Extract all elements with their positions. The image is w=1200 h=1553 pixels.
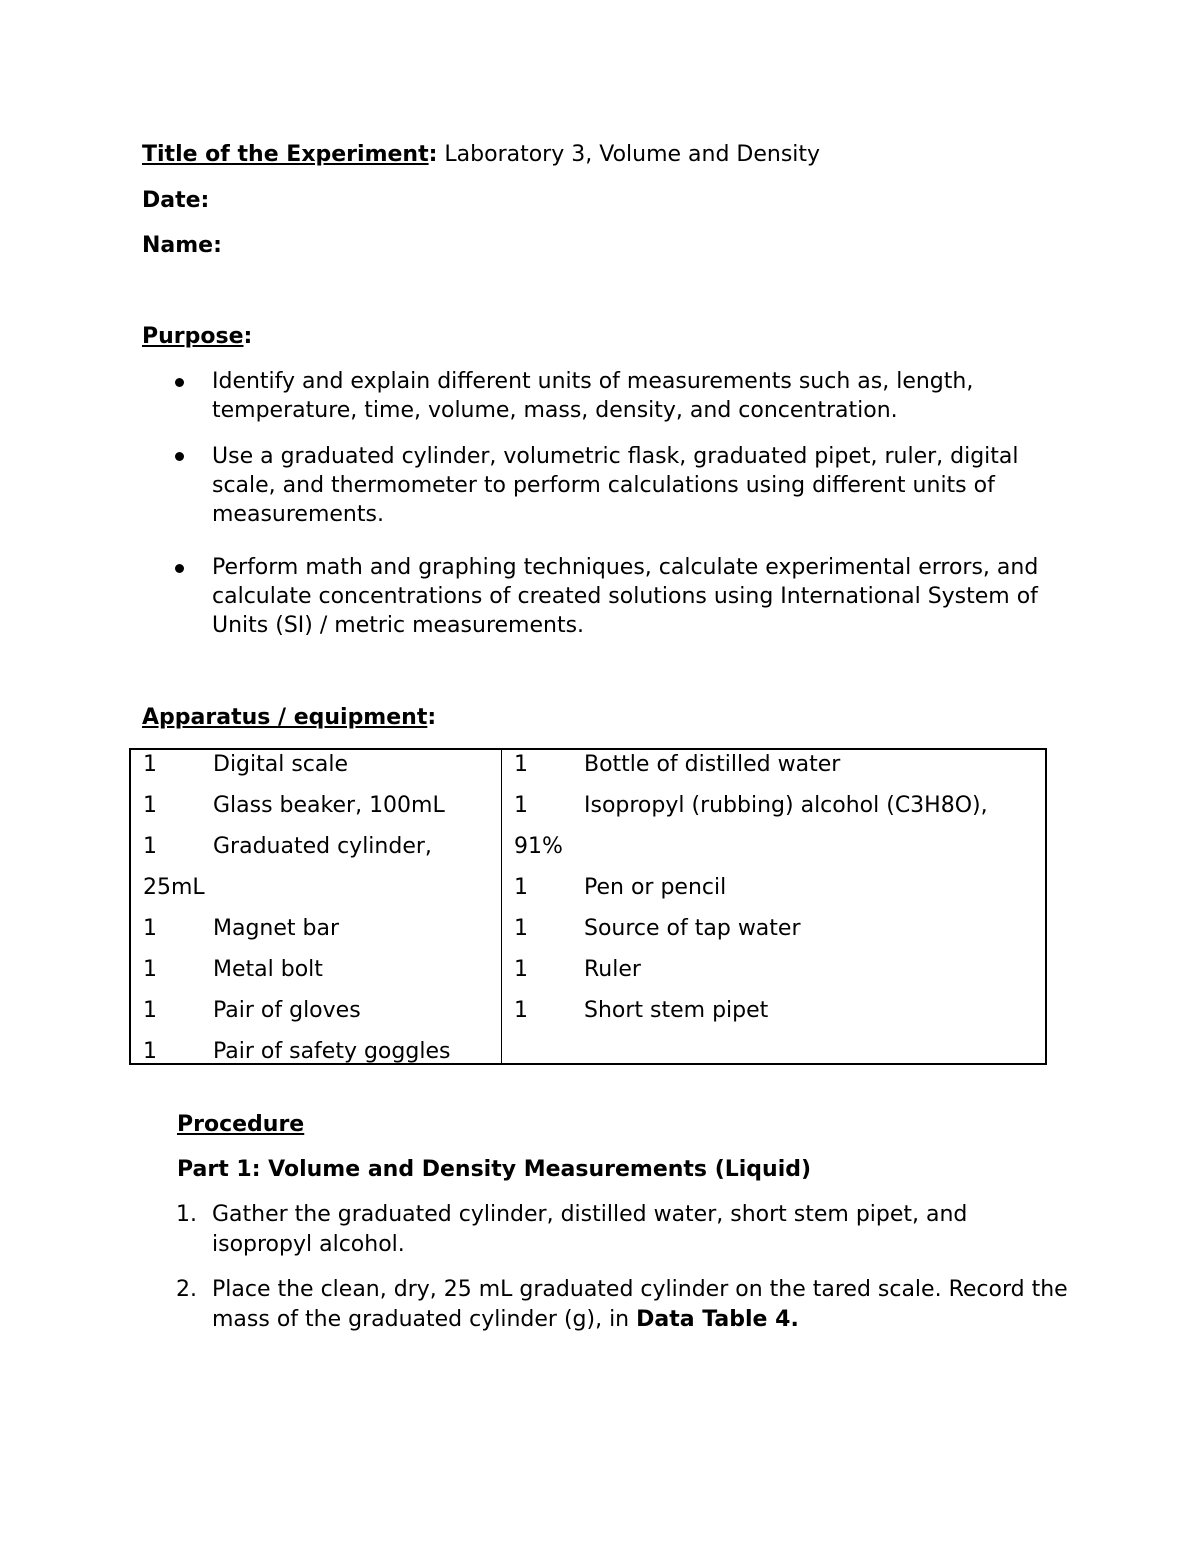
step-text-body: Place the clean, dry, 25 mL graduated cylinder on the tared scale. Record the mass of the graduated cylinder (g), in [212,1277,1068,1332]
item-name: Pair of safety goggles [213,1039,451,1064]
item-name: Glass beaker, 100mL [213,793,445,818]
item-name: Bottle of distilled water [584,752,841,777]
purpose-item: Identify and explain different units of measurements such as, length, temperature, time, volume, mass, density, and concentration. [212,369,974,423]
bullet-icon [175,452,184,461]
step-text [212,1275,1072,1335]
date-label: Date: [142,188,210,213]
quantity: 1 [143,957,157,982]
item-name: Source of tap water [584,916,801,941]
item-name: Graduated cylinder, [213,834,432,859]
step-text: Gather the graduated cylinder, distilled water, short stem pipet, and isopropyl alcohol. [212,1202,968,1257]
item-name: Pair of gloves [213,998,361,1023]
quantity: 1 [514,752,528,777]
apparatus-right-column [502,749,1047,1064]
apparatus-heading-text: Apparatus / equipment [142,705,428,730]
quantity: 1 [514,957,528,982]
quantity: 1 [143,752,157,777]
procedure-heading: Procedure [177,1112,305,1137]
title-colon: : [428,142,438,167]
bullet-icon [175,564,184,573]
purpose-item: Perform math and graphing techniques, calculate experimental errors, and calculate concentrations of created solutions using International System of Units (SI) / metric measurements. [212,555,1039,638]
name-label: Name: [142,233,222,258]
item-name: Isopropyl (rubbing) alcohol (C3H8O), [584,793,988,818]
quantity: 1 [143,998,157,1023]
quantity: 1 [514,875,528,900]
quantity: 1 [143,834,157,859]
apparatus-left-column [130,749,502,1064]
quantity: 1 [143,916,157,941]
quantity: 1 [514,998,528,1023]
experiment-title-line [142,140,820,170]
item-name: Magnet bar [213,916,340,941]
purpose-heading: Purpose: [142,324,253,349]
quantity: 1 [514,916,528,941]
bullet-icon [175,378,184,387]
item-name: Pen or pencil [584,875,727,900]
title-value: Laboratory 3, Volume and Density [444,142,821,167]
quantity: 1 [514,793,528,818]
step-number: 1. [176,1202,197,1227]
title-label: Title of the Experiment [142,142,429,167]
quantity: 1 [143,1039,157,1064]
item-name: Metal bolt [213,957,323,982]
item-name: Digital scale [213,752,349,777]
apparatus-table [129,748,1047,1065]
data-table-reference: Data Table 4. [636,1307,799,1332]
item-name: Short stem pipet [584,998,769,1023]
item-name: 91% [514,834,563,859]
purpose-heading-text: Purpose [142,324,244,349]
step-number: 2. [176,1277,197,1302]
purpose-item: Use a graduated cylinder, volumetric flask, graduated pipet, ruler, digital scale, and thermometer to perform calculations using different units of measurements. [212,444,1019,527]
part-title: Part 1: Volume and Density Measurements (Liquid) [177,1157,812,1182]
item-name: Ruler [584,957,641,982]
apparatus-heading: Apparatus / equipment: [142,705,437,730]
quantity: 1 [143,793,157,818]
item-name: 25mL [143,875,205,900]
